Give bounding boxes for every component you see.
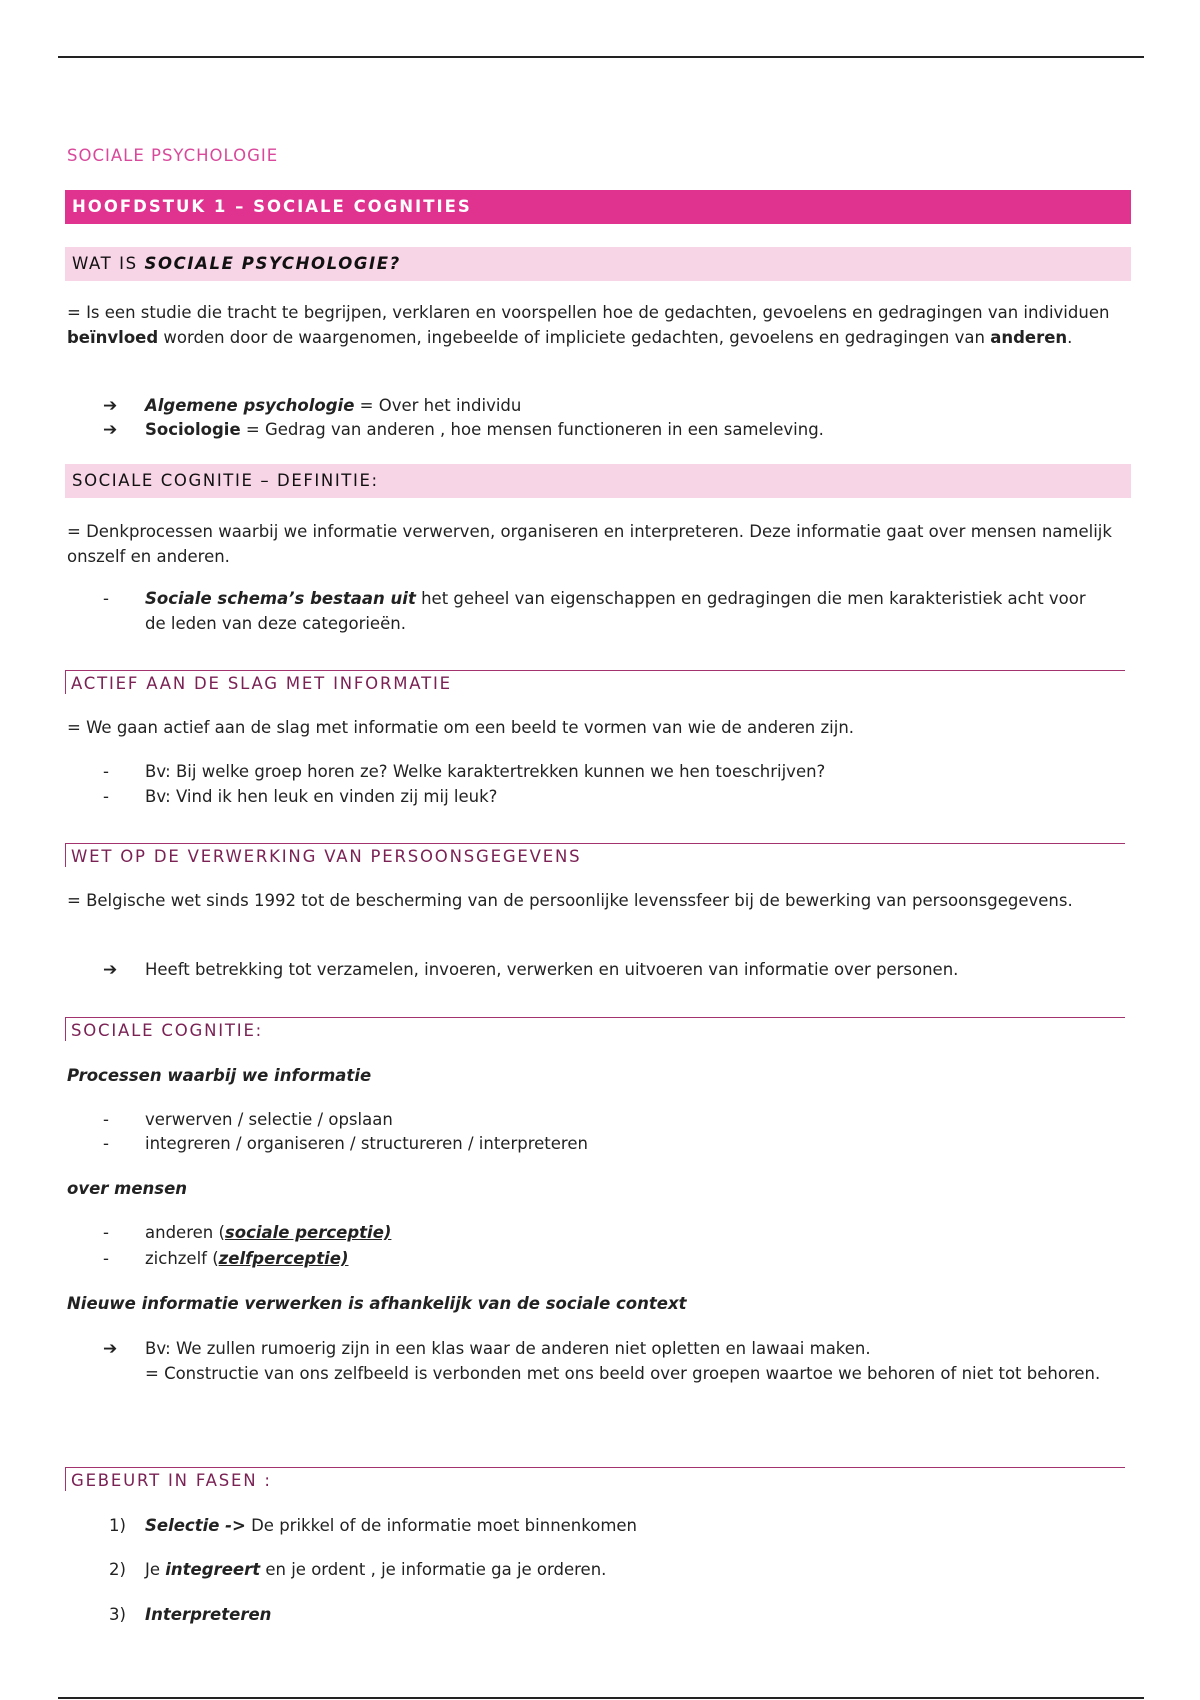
bullet-term: Algemene psychologie xyxy=(145,396,355,415)
dash-marker: - xyxy=(103,589,109,608)
arrow-icon: ➔ xyxy=(103,420,118,440)
section-heading-actief: ACTIEF AAN DE SLAG MET INFORMATIE xyxy=(65,670,1125,694)
bullet-text: = Gedrag van anderen , hoe mensen functioneren in een sameleving. xyxy=(240,420,824,439)
section-paragraph: = We gaan actief aan de slag met informatie om een beeld te vormen van wie de anderen zijn. xyxy=(67,718,855,737)
dash-marker: - xyxy=(103,1223,109,1242)
definition-paragraph: = Denkprocessen waarbij we informatie verwerven, organiseren en interpreteren. Deze informatie gaat over mensen namelijk onszelf en anderen. xyxy=(67,522,1112,566)
bullet-text: verwerven / selectie / opslaan xyxy=(145,1110,393,1129)
bullet-text: anderen ( xyxy=(145,1223,225,1242)
bullet-text: = Constructie van ons zelfbeeld is verbonden met ons beeld over groepen waartoe we behoren of niet tot behoren. xyxy=(145,1363,1101,1383)
bullet-text: Heeft betrekking tot verzamelen, invoeren, verwerken en uitvoeren van informatie over personen. xyxy=(145,960,959,979)
bullet-term: Sociologie xyxy=(145,420,241,439)
para-bold-anderen: anderen xyxy=(990,327,1068,347)
bullet-term: zelfperceptie) xyxy=(218,1249,349,1268)
dash-marker: - xyxy=(103,1110,109,1129)
arrow-icon: ➔ xyxy=(103,396,118,416)
list-number: 2) xyxy=(109,1560,126,1579)
dash-marker: - xyxy=(103,762,109,781)
item-term: Interpreteren xyxy=(145,1605,272,1624)
section-heading-prefix: WAT IS xyxy=(72,254,145,273)
bullet-text: = Over het individu xyxy=(354,396,522,415)
dash-marker: - xyxy=(103,1134,109,1153)
bullet-text: integreren / organiseren / structureren / interpreteren xyxy=(145,1134,588,1153)
chapter-heading: HOOFDSTUK 1 – SOCIALE COGNITIES xyxy=(65,190,1131,224)
bullet-text: Bv: Bij welke groep horen ze? Welke karaktertrekken kunnen we hen toeschrijven? xyxy=(145,762,826,781)
list-number: 1) xyxy=(109,1516,126,1535)
item-text: De prikkel of de informatie moet binnenkomen xyxy=(245,1516,638,1535)
bullet-term: Sociale schema’s bestaan uit xyxy=(145,589,416,608)
dash-marker: - xyxy=(103,1249,109,1268)
bullet-text: zichzelf ( xyxy=(145,1249,219,1268)
section-heading-fasen: GEBEURT IN FASEN : xyxy=(65,1467,1125,1491)
list-number: 3) xyxy=(109,1605,126,1624)
section-heading-wat-is xyxy=(65,247,1131,281)
section-heading-bold: SOCIALE PSYCHOLOGIE? xyxy=(144,254,401,273)
top-rule xyxy=(58,56,1144,58)
bottom-rule xyxy=(58,1697,1144,1699)
item-term: integreert xyxy=(165,1560,261,1579)
para-text: . xyxy=(1067,327,1073,347)
item-term: Selectie -> xyxy=(145,1516,246,1535)
arrow-icon: ➔ xyxy=(103,960,118,980)
para-text: = Is een studie die tracht te begrijpen, verklaren en voorspellen hoe de gedachten, gevoelens en gedragingen van individuen xyxy=(67,303,1110,322)
section-heading-definitie: SOCIALE COGNITIE – DEFINITIE: xyxy=(65,464,1131,498)
document-title: SOCIALE PSYCHOLOGIE xyxy=(67,146,279,165)
subheading-over-mensen: over mensen xyxy=(67,1179,188,1198)
section-heading-wet: WET OP DE VERWERKING VAN PERSOONSGEGEVENS xyxy=(65,843,1125,867)
section-paragraph: = Belgische wet sinds 1992 tot de bescherming van de persoonlijke levenssfeer bij de bewerking van persoonsgegevens. xyxy=(67,891,1073,910)
para-text: worden door de waargenomen, ingebeelde of impliciete gedachten, gevoelens en gedragingen van xyxy=(158,327,991,347)
item-text: Je xyxy=(145,1560,166,1579)
bullet-text: Bv: We zullen rumoerig zijn in een klas waar de anderen niet opletten en lawaai maken. xyxy=(145,1339,871,1358)
arrow-icon: ➔ xyxy=(103,1339,118,1359)
dash-marker: - xyxy=(103,787,109,806)
item-text: en je ordent , je informatie ga je orderen. xyxy=(260,1560,607,1579)
bullet-text: Bv: Vind ik hen leuk en vinden zij mij leuk? xyxy=(145,787,498,806)
subheading-nieuwe-informatie: Nieuwe informatie verwerken is afhankelijk van de sociale context xyxy=(67,1294,687,1313)
definition-paragraph xyxy=(67,301,1127,350)
subheading-processen: Processen waarbij we informatie xyxy=(67,1066,372,1085)
bullet-text: het geheel van eigenschappen en gedragingen die men karakteristiek acht voor de leden van deze categorieën. xyxy=(145,589,1086,633)
section-heading-sociale-cognitie: SOCIALE COGNITIE: xyxy=(65,1017,1125,1041)
bullet-term: sociale perceptie) xyxy=(224,1223,392,1242)
para-bold-beinvloed: beïnvloed xyxy=(67,327,159,347)
